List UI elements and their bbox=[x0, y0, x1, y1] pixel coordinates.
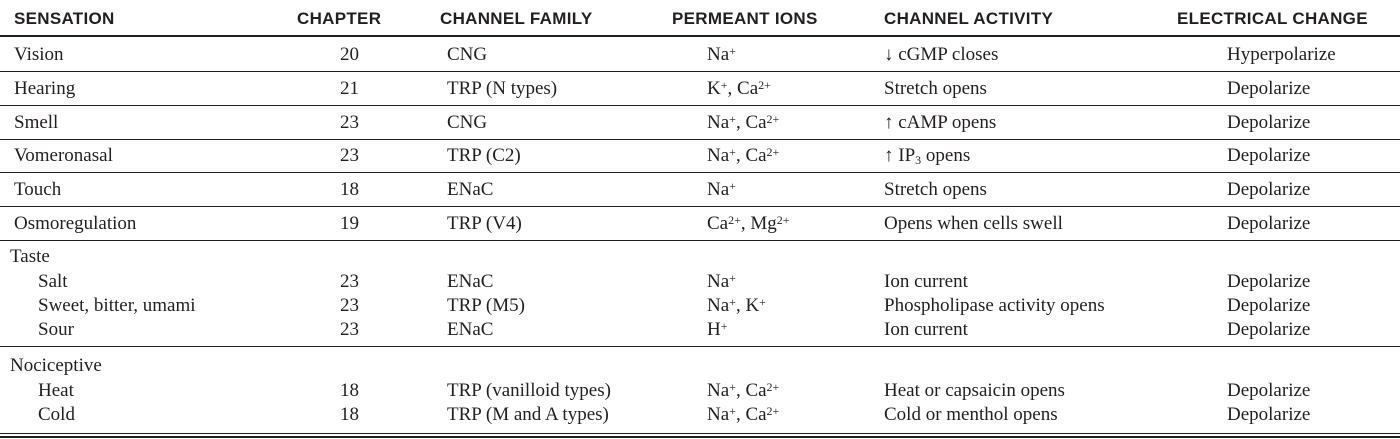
cell-activity: ↑ $IP_3$ opens bbox=[884, 145, 971, 167]
table-row bbox=[0, 145, 1400, 167]
group-title-label: Taste bbox=[10, 246, 50, 267]
cell-family: TRP (M and A types) bbox=[447, 404, 609, 425]
row-rule bbox=[0, 206, 1400, 207]
cell-ions: Na+, $Ca^{2+}$ bbox=[707, 380, 780, 401]
row-rule bbox=[0, 139, 1400, 140]
cell-change: Depolarize bbox=[1227, 179, 1311, 200]
header-permeant-ions: PERMEANT IONS bbox=[672, 9, 818, 28]
cell-sensation: Vision bbox=[14, 44, 64, 65]
row-rule bbox=[0, 240, 1400, 241]
cell-change: Depolarize bbox=[1227, 319, 1311, 340]
cell-ions: Na+, $Ca^{2+}$ bbox=[707, 145, 780, 166]
cell-chapter: 18 bbox=[340, 380, 359, 401]
cell-chapter: 18 bbox=[340, 179, 359, 200]
cell-change: Depolarize bbox=[1227, 78, 1311, 99]
cell-activity: ↑ cAMP opens bbox=[884, 112, 997, 133]
cell-activity: Opens when cells swell bbox=[884, 213, 1063, 234]
row-rule bbox=[0, 433, 1400, 434]
cell-chapter: 23 bbox=[340, 145, 359, 166]
table-row bbox=[0, 404, 1400, 426]
cell-ions: H+ bbox=[707, 319, 728, 340]
cell-activity: Stretch opens bbox=[884, 179, 987, 200]
cell-change: Depolarize bbox=[1227, 112, 1311, 133]
cell-activity: Heat or capsaicin opens bbox=[884, 380, 1065, 401]
table-row bbox=[0, 112, 1400, 134]
cell-family: TRP (N types) bbox=[447, 78, 558, 99]
cell-change: Hyperpolarize bbox=[1227, 44, 1336, 65]
table-row bbox=[0, 319, 1400, 341]
cell-chapter: 23 bbox=[340, 271, 359, 292]
row-rule bbox=[0, 436, 1400, 438]
cell-family: TRP (C2) bbox=[447, 145, 521, 166]
cell-chapter: 21 bbox=[340, 78, 359, 99]
header-chapter: CHAPTER bbox=[297, 9, 382, 28]
header-rule bbox=[0, 35, 1400, 37]
table-row bbox=[0, 213, 1400, 235]
cell-change: Depolarize bbox=[1227, 380, 1311, 401]
cell-activity: Cold or menthol opens bbox=[884, 404, 1058, 425]
cell-sensation: Osmoregulation bbox=[14, 213, 137, 234]
cell-family: TRP (vanilloid types) bbox=[447, 380, 611, 401]
cell-change: Depolarize bbox=[1227, 271, 1311, 292]
cell-change: Depolarize bbox=[1227, 145, 1311, 166]
table-row bbox=[0, 271, 1400, 293]
cell-family: CNG bbox=[447, 112, 488, 133]
cell-activity: Stretch opens bbox=[884, 78, 987, 99]
table-row bbox=[0, 44, 1400, 66]
header-electrical-change: ELECTRICAL CHANGE bbox=[1177, 9, 1368, 28]
row-rule bbox=[0, 346, 1400, 347]
cell-activity: Ion current bbox=[884, 271, 968, 292]
header-channel-family: CHANNEL FAMILY bbox=[440, 9, 593, 28]
table-row bbox=[0, 179, 1400, 201]
group-title bbox=[0, 246, 1400, 268]
cell-sensation: Sweet, bitter, umami bbox=[38, 295, 196, 316]
table-row bbox=[0, 380, 1400, 402]
header-sensation: SENSATION bbox=[14, 9, 115, 28]
cell-sensation: Sour bbox=[38, 319, 74, 340]
cell-activity: ↓ cGMP closes bbox=[884, 44, 999, 65]
row-rule bbox=[0, 105, 1400, 106]
table-row bbox=[0, 78, 1400, 100]
cell-sensation: Cold bbox=[38, 404, 75, 425]
table-row bbox=[0, 295, 1400, 317]
cell-sensation: Hearing bbox=[14, 78, 76, 99]
cell-sensation: Salt bbox=[38, 271, 68, 292]
group-title-label: Nociceptive bbox=[10, 355, 102, 376]
row-rule bbox=[0, 172, 1400, 173]
group-title bbox=[0, 355, 1400, 377]
cell-change: Depolarize bbox=[1227, 213, 1311, 234]
cell-ions: Na+ bbox=[707, 271, 736, 292]
cell-ions: Na+, $Ca^{2+}$ bbox=[707, 404, 780, 425]
cell-family: ENaC bbox=[447, 319, 494, 340]
cell-change: Depolarize bbox=[1227, 295, 1311, 316]
cell-activity: Phospholipase activity opens bbox=[884, 295, 1105, 316]
cell-family: ENaC bbox=[447, 271, 494, 292]
cell-sensation: Touch bbox=[14, 179, 62, 200]
cell-chapter: 18 bbox=[340, 404, 359, 425]
cell-ions: K+, $Ca^{2+}$ bbox=[707, 78, 771, 99]
cell-ions: Na+, K+ bbox=[707, 295, 766, 316]
cell-family: TRP (V4) bbox=[447, 213, 522, 234]
cell-sensation: Vomeronasal bbox=[14, 145, 113, 166]
cell-ions: Na+ bbox=[707, 44, 736, 65]
cell-chapter: 23 bbox=[340, 295, 359, 316]
cell-family: TRP (M5) bbox=[447, 295, 525, 316]
cell-chapter: 23 bbox=[340, 112, 359, 133]
cell-family: ENaC bbox=[447, 179, 494, 200]
row-rule bbox=[0, 71, 1400, 72]
cell-change: Depolarize bbox=[1227, 404, 1311, 425]
header-channel-activity: CHANNEL ACTIVITY bbox=[884, 9, 1054, 28]
cell-chapter: 19 bbox=[340, 213, 359, 234]
cell-ions: Na+, $Ca^{2+}$ bbox=[707, 112, 780, 133]
cell-sensation: Heat bbox=[38, 380, 74, 401]
cell-activity: Ion current bbox=[884, 319, 968, 340]
table-header bbox=[0, 0, 1400, 36]
cell-sensation: Smell bbox=[14, 112, 59, 133]
cell-ions: $Ca^{2+}$, $Mg^{2+}$ bbox=[707, 213, 790, 234]
cell-chapter: 23 bbox=[340, 319, 359, 340]
cell-ions: Na+ bbox=[707, 179, 736, 200]
cell-family: CNG bbox=[447, 44, 488, 65]
cell-chapter: 20 bbox=[340, 44, 359, 65]
